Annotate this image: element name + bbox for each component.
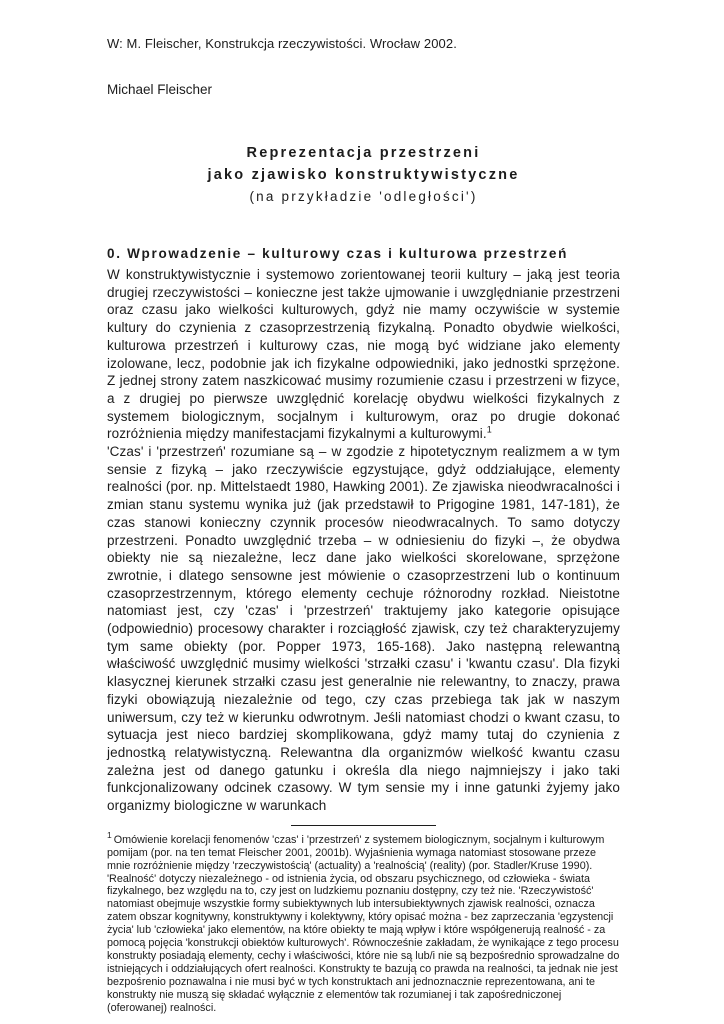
- title-subtitle: (na przykładzie 'odległości'): [249, 189, 478, 204]
- section-heading: 0. Wprowadzenie – kulturowy czas i kulturowa przestrzeń: [107, 246, 569, 261]
- author-name: Michael Fleischer: [107, 82, 213, 97]
- footnote-separator: [291, 825, 436, 826]
- paragraph-1: [107, 266, 620, 443]
- paragraph-2: 'Czas' i 'przestrzeń' rozumiane są – w zgodzie z hipotetycznym realizmem a w tym sensie z fizyką – jako rzeczywiście egzystujące, gdyż oddziałujące, elementy realności (por. np. Mittelstaedt 1980, Hawking 2001). Ze zjawiska nieodwracalności i zmian stanu systemu wynika już (jak przedstawił to Prigogine 1981, 147-181), że czas stanowi konieczny czynnik procesów nieodwracalnych. To samo dotyczy przestrzeni. Ponadto uwzględnić trzeba – w odniesieniu do fizyki –, że obydwa obiekty nie są niezależne, lecz dane jako wielkości skorelowane, sprzężone zwrotnie, i dlatego sensowne jest mówienie o czasoprzestrzeni lub o kontinuum czasoprzestrzennym, którego elementy cechuje różnorodny rozkład. Nieistotne natomiast jest, czy 'czas' i 'przestrzeń' traktujemy jako kategorie opisujące (odpowiednio) procesowy charakter i rozciągłość zjawisk, czy też charakteryzujemy tym same obiekty (por. Popper 1973, 165-168). Jako następną relewantną właściwość uwzględnić musimy wielkości 'strzałki czasu' i 'kwantu czasu'. Dla fizyki klasycznej kierunek strzałki czasu jest generalnie nie relewantny, to znaczy, prawa fizyki obowiązują niezależnie od tego, czy czas przebiega tak jak w naszym uniwersum, czy też w kierunku odwrotnym. Jeśli natomiast chodzi o kwant czasu, to sytuacja jest nieco bardziej skomplikowana, gdyż mamy tutaj do czynienia z jednostką relatywistyczną. Relewantna dla organizmów wielkość kwantu czasu zależna jest od danego gatunku i określa dla niego najmniejszy i jako taki funkcjonalizowany odcinek czasowy. W tym sensie my i inne gatunki żyjemy jako organizmy biologiczne w warunkach: [107, 444, 620, 814]
- citation-header: W: M. Fleischer, Konstrukcja rzeczywistości. Wrocław 2002.: [107, 36, 457, 51]
- footnote: [107, 830, 620, 1015]
- footnote-text: Omówienie korelacji fenomenów 'czas' i 'przestrzeń' z systemem biologicznym, socjalnym i kulturowym pomijam (por. na ten temat Fleischer 2001, 2001b). Wyjaśnienia wymaga natomiast stosowane przeze mnie rozróżnienie między 'rzeczywistością' (actuality) a 'realnością' (reality) (por. Stadler/Kruse 1990). 'Realność' dotyczy niezależnego - od istnienia życia, od obszaru psychicznego, od człowieka - świata fizykalnego, bez względu na to, czy jest on ludzkiemu poznaniu dostępny, czy też nie. 'Rzeczywistość' natomiast obejmuje wszystkie formy subiektywnych lub intersubiektywnych zjawisk realności, oznacza zatem obszar kognitywny, konstruktywny i kolektywny, który opisać można - bez zaprzeczania 'egzystencji życia' lub 'człowieka' jako elementów, na które obiekty te mają wpływ i które współgenerują realność - za pomocą pojęcia 'konstrukcji obiektów kulturowych'. Równocześnie zakładam, że wynikające z tego procesu konstrukty posiadają elementy, cechy i właściwości, które nie są lub/i nie są bezpośrednio sprowadzalne do istniejących i oddziałujących ofert realności. Konstrukty te bazują co prawda na realności, ta jednak nie jest bezpośrenio poznawalna i nie musi być w tych konstruktach ani jednoznacznie reprezentowana, ani te konstrukty nie muszą się składać wyłącznie z elementów tak rozumianej i tak zapośredniczonej (oferowanej) realności.: [107, 833, 620, 1014]
- footnote-reference: 1: [486, 424, 492, 435]
- footnote-marker: 1: [107, 830, 112, 841]
- title-line-1: Reprezentacja przestrzeni: [246, 145, 481, 161]
- paragraph-1-text: W konstruktywistycznie i systemowo zorientowanej teorii kultury – jaką jest teoria drugiej rzeczywistości – konieczne jest także ujmowanie i uwzględnianie przestrzeni oraz czasu jako wielkości kulturowych, gdyż nie mamy oczywiście w systemie kultury do czynienia z czasoprzestrzenią fizykalną. Ponadto obydwie wielkości, kulturowa przestrzeń i kulturowy czas, nie mogą być widziane jako elementy izolowane, lecz, podobnie jak ich fizykalne odpowiedniki, jako jednostki sprzężone. Z jednej strony zatem naszkicować musimy rozumienie czasu i przestrzeni w fizyce, a z drugiej po pierwsze uwzględnić korelację obydwu wielkości fizykalnych z systemem biologicznym, socjalnym i kulturowym, oraz po drugie dokonać rozróżnienia między manifestacjami fizykalnymi a kulturowymi.: [107, 267, 620, 442]
- title-line-2: jako zjawisko konstruktywistyczne: [207, 167, 520, 183]
- title-block: [107, 142, 620, 208]
